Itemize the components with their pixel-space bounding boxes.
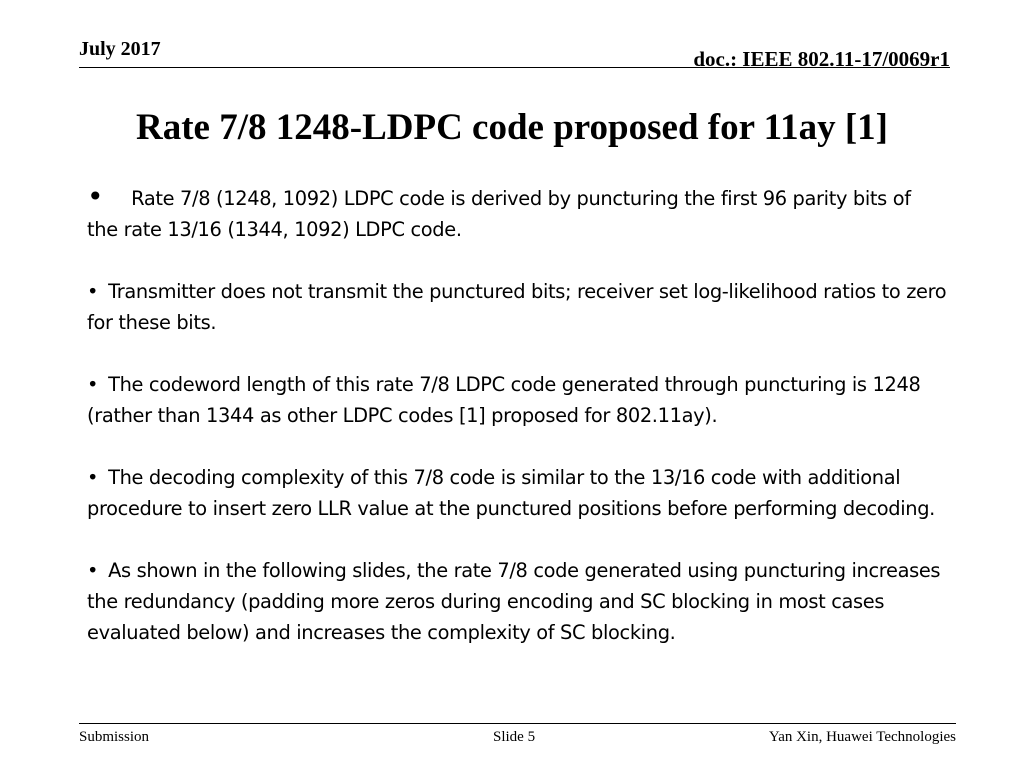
bullet-item-1 bbox=[87, 181, 947, 245]
bullet-text: Rate 7/8 (1248, 1092) LDPC code is derived by puncturing the first 96 parity bits of the rate 13/16 (1344, 1092) LDPC code. bbox=[87, 187, 911, 241]
bullet-text: The codeword length of this rate 7/8 LDPC code generated through puncturing is 1248 (rather than 1344 as other LDPC codes [1] proposed for 802.11ay). bbox=[87, 373, 921, 427]
slide-title: Rate 7/8 1248-LDPC code proposed for 11ay [1] bbox=[136, 107, 888, 148]
bullet-marker: • bbox=[87, 559, 99, 582]
bullet-item-2 bbox=[87, 276, 947, 338]
bullet-text: The decoding complexity of this 7/8 code is similar to the 13/16 code with additional procedure to insert zero LLR value at the punctured positions before performing decoding. bbox=[87, 466, 935, 520]
footer-slide-number: Slide 5 bbox=[493, 729, 536, 745]
bullet-marker: • bbox=[87, 373, 99, 396]
footer-author: Yan Xin, Huawei Technologies bbox=[768, 729, 956, 745]
slide-body bbox=[87, 181, 947, 679]
bullet-marker: • bbox=[87, 180, 104, 213]
bullet-marker: • bbox=[87, 280, 99, 303]
footer-divider bbox=[79, 723, 956, 724]
header-date: July 2017 bbox=[79, 38, 161, 60]
bullet-item-4 bbox=[87, 462, 947, 524]
header-divider bbox=[79, 67, 950, 68]
header-doc-id: doc.: IEEE 802.11-17/0069r1 bbox=[693, 47, 950, 71]
bullet-item-5 bbox=[87, 555, 947, 648]
bullet-marker: • bbox=[87, 466, 99, 489]
bullet-item-3 bbox=[87, 369, 947, 431]
bullet-text: Transmitter does not transmit the punctured bits; receiver set log-likelihood ratios to zero for these bits. bbox=[87, 280, 947, 334]
bullet-text: As shown in the following slides, the rate 7/8 code generated using puncturing increases the redundancy (padding more zeros during encoding and SC blocking in most cases evaluated below) and increases the complexity of SC blocking. bbox=[87, 559, 941, 644]
footer-submission: Submission bbox=[79, 729, 150, 745]
